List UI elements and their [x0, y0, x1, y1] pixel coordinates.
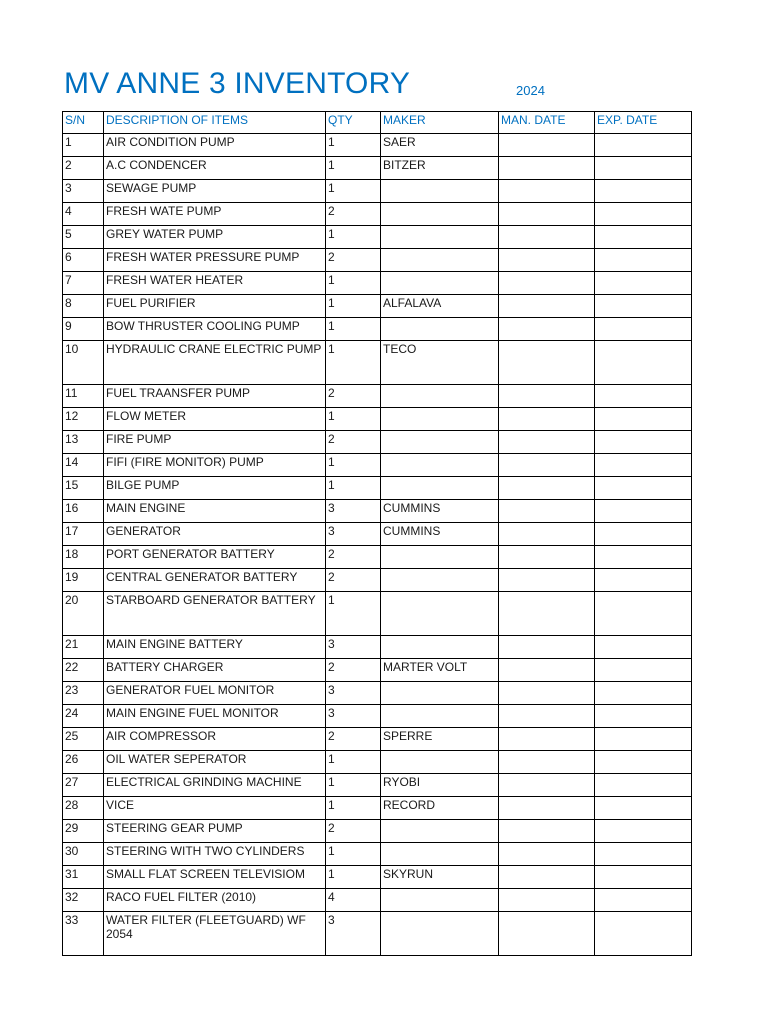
cell-man-date	[499, 295, 595, 318]
table-row	[63, 682, 692, 705]
cell-man-date	[499, 157, 595, 180]
table-row	[63, 569, 692, 592]
cell-maker: SAER	[381, 134, 499, 157]
cell-qty: 1	[326, 408, 381, 431]
cell-description: SMALL FLAT SCREEN TELEVISIOM	[104, 866, 326, 889]
cell-man-date	[499, 272, 595, 295]
cell-maker	[381, 546, 499, 569]
cell-sn: 6	[63, 249, 104, 272]
cell-maker: BITZER	[381, 157, 499, 180]
cell-maker	[381, 592, 499, 636]
cell-description: CENTRAL GENERATOR BATTERY	[104, 569, 326, 592]
table-row	[63, 820, 692, 843]
cell-qty: 1	[326, 295, 381, 318]
cell-sn: 15	[63, 477, 104, 500]
cell-maker	[381, 318, 499, 341]
cell-exp-date	[595, 134, 692, 157]
table-header-row	[63, 112, 692, 134]
cell-sn: 23	[63, 682, 104, 705]
cell-description: FRESH WATER PRESSURE PUMP	[104, 249, 326, 272]
table-row	[63, 843, 692, 866]
header-maker: MAKER	[381, 112, 499, 134]
cell-exp-date	[595, 820, 692, 843]
cell-man-date	[499, 341, 595, 385]
cell-maker: CUMMINS	[381, 500, 499, 523]
cell-sn: 33	[63, 912, 104, 956]
cell-sn: 12	[63, 408, 104, 431]
cell-man-date	[499, 408, 595, 431]
cell-man-date	[499, 592, 595, 636]
cell-man-date	[499, 203, 595, 226]
cell-sn: 30	[63, 843, 104, 866]
cell-maker: SKYRUN	[381, 866, 499, 889]
cell-sn: 4	[63, 203, 104, 226]
cell-qty: 2	[326, 546, 381, 569]
header-description: DESCRIPTION OF ITEMS	[104, 112, 326, 134]
cell-man-date	[499, 636, 595, 659]
cell-description: MAIN ENGINE BATTERY	[104, 636, 326, 659]
header-exp-date: EXP. DATE	[595, 112, 692, 134]
cell-sn: 3	[63, 180, 104, 203]
cell-maker	[381, 431, 499, 454]
cell-maker	[381, 889, 499, 912]
table-row	[63, 272, 692, 295]
cell-man-date	[499, 226, 595, 249]
cell-qty: 1	[326, 477, 381, 500]
cell-sn: 11	[63, 385, 104, 408]
table-row	[63, 705, 692, 728]
table-body	[63, 134, 692, 956]
document-title: MV ANNE 3 INVENTORY	[64, 67, 411, 100]
cell-exp-date	[595, 912, 692, 956]
cell-qty: 3	[326, 523, 381, 546]
cell-man-date	[499, 180, 595, 203]
cell-maker	[381, 636, 499, 659]
cell-description: VICE	[104, 797, 326, 820]
table-row	[63, 889, 692, 912]
cell-man-date	[499, 797, 595, 820]
cell-description: A.C CONDENCER	[104, 157, 326, 180]
cell-sn: 2	[63, 157, 104, 180]
cell-man-date	[499, 569, 595, 592]
cell-man-date	[499, 385, 595, 408]
table-row	[63, 385, 692, 408]
table-row	[63, 180, 692, 203]
header-sn: S/N	[63, 112, 104, 134]
cell-maker	[381, 477, 499, 500]
cell-exp-date	[595, 454, 692, 477]
cell-man-date	[499, 866, 595, 889]
cell-maker: RECORD	[381, 797, 499, 820]
cell-exp-date	[595, 226, 692, 249]
cell-qty: 1	[326, 272, 381, 295]
cell-description: FRESH WATE PUMP	[104, 203, 326, 226]
table-row	[63, 295, 692, 318]
cell-description: HYDRAULIC CRANE ELECTRIC PUMP	[104, 341, 326, 385]
cell-qty: 1	[326, 341, 381, 385]
table-row	[63, 477, 692, 500]
cell-man-date	[499, 728, 595, 751]
table-row	[63, 728, 692, 751]
cell-description: PORT GENERATOR BATTERY	[104, 546, 326, 569]
table-row	[63, 546, 692, 569]
cell-exp-date	[595, 682, 692, 705]
cell-man-date	[499, 477, 595, 500]
cell-maker	[381, 912, 499, 956]
cell-sn: 27	[63, 774, 104, 797]
cell-description: GENERATOR	[104, 523, 326, 546]
table-row	[63, 454, 692, 477]
table-row	[63, 774, 692, 797]
cell-sn: 32	[63, 889, 104, 912]
cell-description: BATTERY CHARGER	[104, 659, 326, 682]
cell-exp-date	[595, 500, 692, 523]
cell-exp-date	[595, 843, 692, 866]
cell-man-date	[499, 431, 595, 454]
cell-man-date	[499, 912, 595, 956]
table-row	[63, 408, 692, 431]
cell-man-date	[499, 134, 595, 157]
cell-description: SEWAGE PUMP	[104, 180, 326, 203]
cell-exp-date	[595, 431, 692, 454]
cell-sn: 10	[63, 341, 104, 385]
cell-exp-date	[595, 523, 692, 546]
cell-description: AIR CONDITION PUMP	[104, 134, 326, 157]
cell-sn: 18	[63, 546, 104, 569]
cell-qty: 1	[326, 751, 381, 774]
cell-exp-date	[595, 157, 692, 180]
cell-man-date	[499, 659, 595, 682]
cell-exp-date	[595, 180, 692, 203]
table-row	[63, 249, 692, 272]
cell-maker	[381, 203, 499, 226]
cell-sn: 21	[63, 636, 104, 659]
header-man-date: MAN. DATE	[499, 112, 595, 134]
cell-qty: 2	[326, 249, 381, 272]
cell-qty: 2	[326, 569, 381, 592]
cell-man-date	[499, 318, 595, 341]
cell-qty: 1	[326, 592, 381, 636]
cell-sn: 5	[63, 226, 104, 249]
cell-description: FLOW METER	[104, 408, 326, 431]
cell-maker	[381, 226, 499, 249]
cell-sn: 28	[63, 797, 104, 820]
cell-qty: 2	[326, 659, 381, 682]
cell-qty: 3	[326, 636, 381, 659]
cell-qty: 1	[326, 797, 381, 820]
table-row	[63, 134, 692, 157]
cell-description: BOW THRUSTER COOLING PUMP	[104, 318, 326, 341]
cell-description: FIFI (FIRE MONITOR) PUMP	[104, 454, 326, 477]
table-row	[63, 797, 692, 820]
cell-sn: 14	[63, 454, 104, 477]
cell-maker	[381, 705, 499, 728]
cell-maker	[381, 249, 499, 272]
table-row	[63, 318, 692, 341]
inventory-table	[62, 111, 692, 956]
cell-description: WATER FILTER (FLEETGUARD) WF 2054	[104, 912, 326, 956]
cell-description: STEERING GEAR PUMP	[104, 820, 326, 843]
cell-sn: 13	[63, 431, 104, 454]
cell-exp-date	[595, 272, 692, 295]
table-row	[63, 659, 692, 682]
table-row	[63, 751, 692, 774]
cell-sn: 9	[63, 318, 104, 341]
cell-qty: 3	[326, 682, 381, 705]
cell-maker: RYOBI	[381, 774, 499, 797]
cell-description: FIRE PUMP	[104, 431, 326, 454]
cell-qty: 1	[326, 157, 381, 180]
cell-maker	[381, 843, 499, 866]
cell-maker	[381, 272, 499, 295]
document-year: 2024	[516, 83, 545, 98]
cell-qty: 1	[326, 843, 381, 866]
cell-man-date	[499, 249, 595, 272]
cell-qty: 1	[326, 318, 381, 341]
cell-qty: 1	[326, 226, 381, 249]
cell-maker: ALFALAVA	[381, 295, 499, 318]
cell-sn: 19	[63, 569, 104, 592]
cell-sn: 25	[63, 728, 104, 751]
cell-sn: 22	[63, 659, 104, 682]
cell-description: GREY WATER PUMP	[104, 226, 326, 249]
table-row	[63, 431, 692, 454]
cell-man-date	[499, 820, 595, 843]
cell-description: AIR COMPRESSOR	[104, 728, 326, 751]
cell-exp-date	[595, 866, 692, 889]
table-row	[63, 157, 692, 180]
table-row	[63, 341, 692, 385]
cell-exp-date	[595, 546, 692, 569]
cell-qty: 1	[326, 454, 381, 477]
cell-qty: 2	[326, 385, 381, 408]
cell-exp-date	[595, 751, 692, 774]
cell-man-date	[499, 774, 595, 797]
cell-description: FUEL PURIFIER	[104, 295, 326, 318]
cell-qty: 3	[326, 500, 381, 523]
cell-maker	[381, 820, 499, 843]
cell-exp-date	[595, 341, 692, 385]
cell-exp-date	[595, 249, 692, 272]
cell-maker: CUMMINS	[381, 523, 499, 546]
table-row	[63, 912, 692, 956]
cell-sn: 29	[63, 820, 104, 843]
cell-exp-date	[595, 203, 692, 226]
cell-maker	[381, 682, 499, 705]
cell-sn: 20	[63, 592, 104, 636]
cell-description: STEERING WITH TWO CYLINDERS	[104, 843, 326, 866]
cell-qty: 2	[326, 203, 381, 226]
cell-exp-date	[595, 797, 692, 820]
cell-description: BILGE PUMP	[104, 477, 326, 500]
cell-sn: 16	[63, 500, 104, 523]
cell-maker: SPERRE	[381, 728, 499, 751]
cell-maker	[381, 751, 499, 774]
cell-exp-date	[595, 636, 692, 659]
cell-sn: 24	[63, 705, 104, 728]
cell-sn: 7	[63, 272, 104, 295]
table-row	[63, 500, 692, 523]
cell-qty: 1	[326, 134, 381, 157]
header-qty: QTY	[326, 112, 381, 134]
table-row	[63, 226, 692, 249]
cell-description: RACO FUEL FILTER (2010)	[104, 889, 326, 912]
table-row	[63, 866, 692, 889]
cell-exp-date	[595, 408, 692, 431]
cell-man-date	[499, 454, 595, 477]
cell-exp-date	[595, 569, 692, 592]
cell-maker	[381, 180, 499, 203]
cell-exp-date	[595, 889, 692, 912]
cell-maker: TECO	[381, 341, 499, 385]
cell-man-date	[499, 751, 595, 774]
cell-exp-date	[595, 477, 692, 500]
cell-description: GENERATOR FUEL MONITOR	[104, 682, 326, 705]
cell-sn: 31	[63, 866, 104, 889]
cell-qty: 1	[326, 180, 381, 203]
cell-qty: 1	[326, 866, 381, 889]
cell-maker	[381, 408, 499, 431]
cell-man-date	[499, 523, 595, 546]
cell-sn: 8	[63, 295, 104, 318]
cell-qty: 2	[326, 728, 381, 751]
cell-description: MAIN ENGINE FUEL MONITOR	[104, 705, 326, 728]
cell-maker: MARTER VOLT	[381, 659, 499, 682]
cell-sn: 1	[63, 134, 104, 157]
cell-sn: 17	[63, 523, 104, 546]
cell-qty: 1	[326, 774, 381, 797]
cell-exp-date	[595, 385, 692, 408]
table-row	[63, 523, 692, 546]
cell-exp-date	[595, 592, 692, 636]
cell-description: FUEL TRAANSFER PUMP	[104, 385, 326, 408]
table-row	[63, 636, 692, 659]
table-row	[63, 203, 692, 226]
cell-description: FRESH WATER HEATER	[104, 272, 326, 295]
cell-description: ELECTRICAL GRINDING MACHINE	[104, 774, 326, 797]
cell-qty: 2	[326, 820, 381, 843]
cell-maker	[381, 454, 499, 477]
cell-qty: 2	[326, 431, 381, 454]
cell-man-date	[499, 705, 595, 728]
cell-description: MAIN ENGINE	[104, 500, 326, 523]
cell-maker	[381, 385, 499, 408]
cell-man-date	[499, 546, 595, 569]
cell-exp-date	[595, 705, 692, 728]
cell-qty: 3	[326, 705, 381, 728]
cell-sn: 26	[63, 751, 104, 774]
cell-exp-date	[595, 774, 692, 797]
table-row	[63, 592, 692, 636]
cell-man-date	[499, 500, 595, 523]
cell-man-date	[499, 682, 595, 705]
cell-qty: 4	[326, 889, 381, 912]
cell-maker	[381, 569, 499, 592]
cell-description: STARBOARD GENERATOR BATTERY	[104, 592, 326, 636]
cell-man-date	[499, 843, 595, 866]
cell-exp-date	[595, 318, 692, 341]
cell-description: OIL WATER SEPERATOR	[104, 751, 326, 774]
cell-exp-date	[595, 295, 692, 318]
cell-qty: 3	[326, 912, 381, 956]
cell-man-date	[499, 889, 595, 912]
cell-exp-date	[595, 659, 692, 682]
cell-exp-date	[595, 728, 692, 751]
